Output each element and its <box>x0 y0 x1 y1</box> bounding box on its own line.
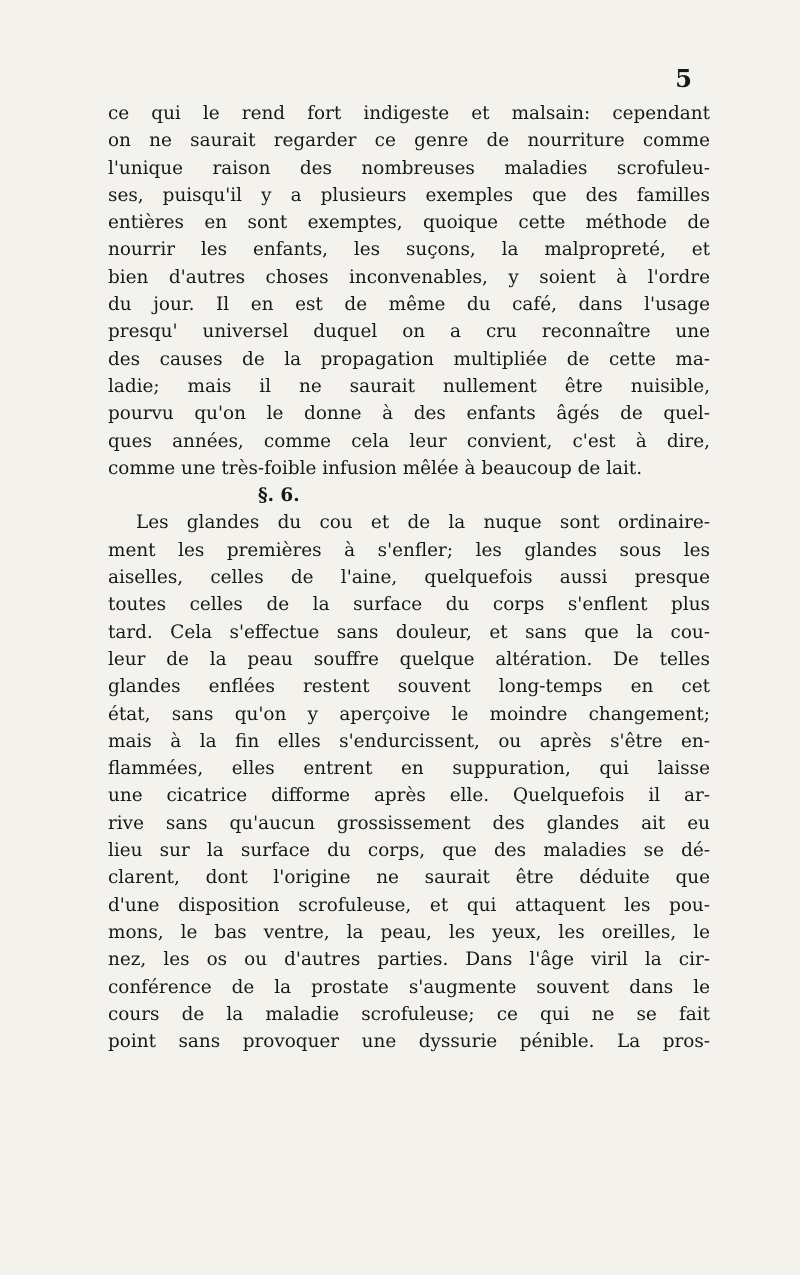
text-line: ce qui le rend fort indigeste et malsain: cependant <box>108 103 710 124</box>
text-line: du jour. Il en est de même du café, dans l'usage <box>108 294 710 316</box>
text-line: entières en sont exemptes, quoique cette méthode de <box>108 212 710 234</box>
text-line: point sans provoquer une dyssurie pénible. La pros- <box>108 1031 710 1053</box>
text-line: tard. Cela s'effectue sans douleur, et sans que la cou- <box>108 621 710 643</box>
text-line: cours de la maladie scrofuleuse; ce qui ne se fait <box>108 1003 710 1025</box>
text-line: une cicatrice difforme après elle. Quelquefois il ar- <box>108 785 710 807</box>
text-line: Les glandes du cou et de la nuque sont ordinaire- <box>136 512 710 534</box>
text-line: mais à la fin elles s'endurcissent, ou après s'être en- <box>108 730 710 752</box>
text-line: glandes enflées restent souvent long-temps en cet <box>108 676 710 698</box>
text-line: rive sans qu'aucun grossissement des glandes ait eu <box>108 812 710 834</box>
text-line: on ne saurait regarder ce genre de nourriture comme <box>108 130 710 152</box>
text-line: l'unique raison des nombreuses maladies scrofuleu- <box>108 157 710 179</box>
text-line: aiselles, celles de l'aine, quelquefois aussi presque <box>108 567 710 589</box>
section-heading: §. 6. <box>258 485 300 507</box>
body-text <box>108 100 710 1055</box>
text-line: nez, les os ou d'autres parties. Dans l'âge viril la cir- <box>108 949 710 971</box>
text-line: des causes de la propagation multipliée de cette ma- <box>108 348 710 370</box>
text-line: ladie; mais il ne saurait nullement être nuisible, <box>108 375 710 397</box>
text-line: leur de la peau souffre quelque altération. De telles <box>108 648 710 670</box>
text-line: flammées, elles entrent en suppuration, qui laisse <box>108 758 710 780</box>
page-number: 5 <box>675 64 692 93</box>
text-line: état, sans qu'on y aperçoive le moindre changement; <box>108 703 710 725</box>
text-line: ques années, comme cela leur convient, c'est à dire, <box>108 430 710 452</box>
text-line: ses, puisqu'il y a plusieurs exemples que des familles <box>108 184 710 206</box>
text-line: ment les premières à s'enfler; les glandes sous les <box>108 539 710 561</box>
text-line: pourvu qu'on le donne à des enfants âgés de quel- <box>108 403 710 425</box>
text-line: clarent, dont l'origine ne saurait être déduite que <box>108 867 710 889</box>
text-line: mons, le bas ventre, la peau, les yeux, les oreilles, le <box>108 921 710 943</box>
text-line: toutes celles de la surface du corps s'enflent plus <box>108 594 710 616</box>
text-line: bien d'autres choses inconvenables, y soient à l'ordre <box>108 266 710 288</box>
text-line: d'une disposition scrofuleuse, et qui attaquent les pou- <box>108 894 710 916</box>
text-line: nourrir les enfants, les suçons, la malpropreté, et <box>108 239 710 261</box>
text-line: presqu' universel duquel on a cru reconnaître une <box>108 321 710 343</box>
text-line: lieu sur la surface du corps, que des maladies se dé- <box>108 840 710 862</box>
text-line: conférence de la prostate s'augmente souvent dans le <box>108 976 710 998</box>
text-line: comme une très-foible infusion mêlée à beaucoup de lait. <box>108 457 643 479</box>
